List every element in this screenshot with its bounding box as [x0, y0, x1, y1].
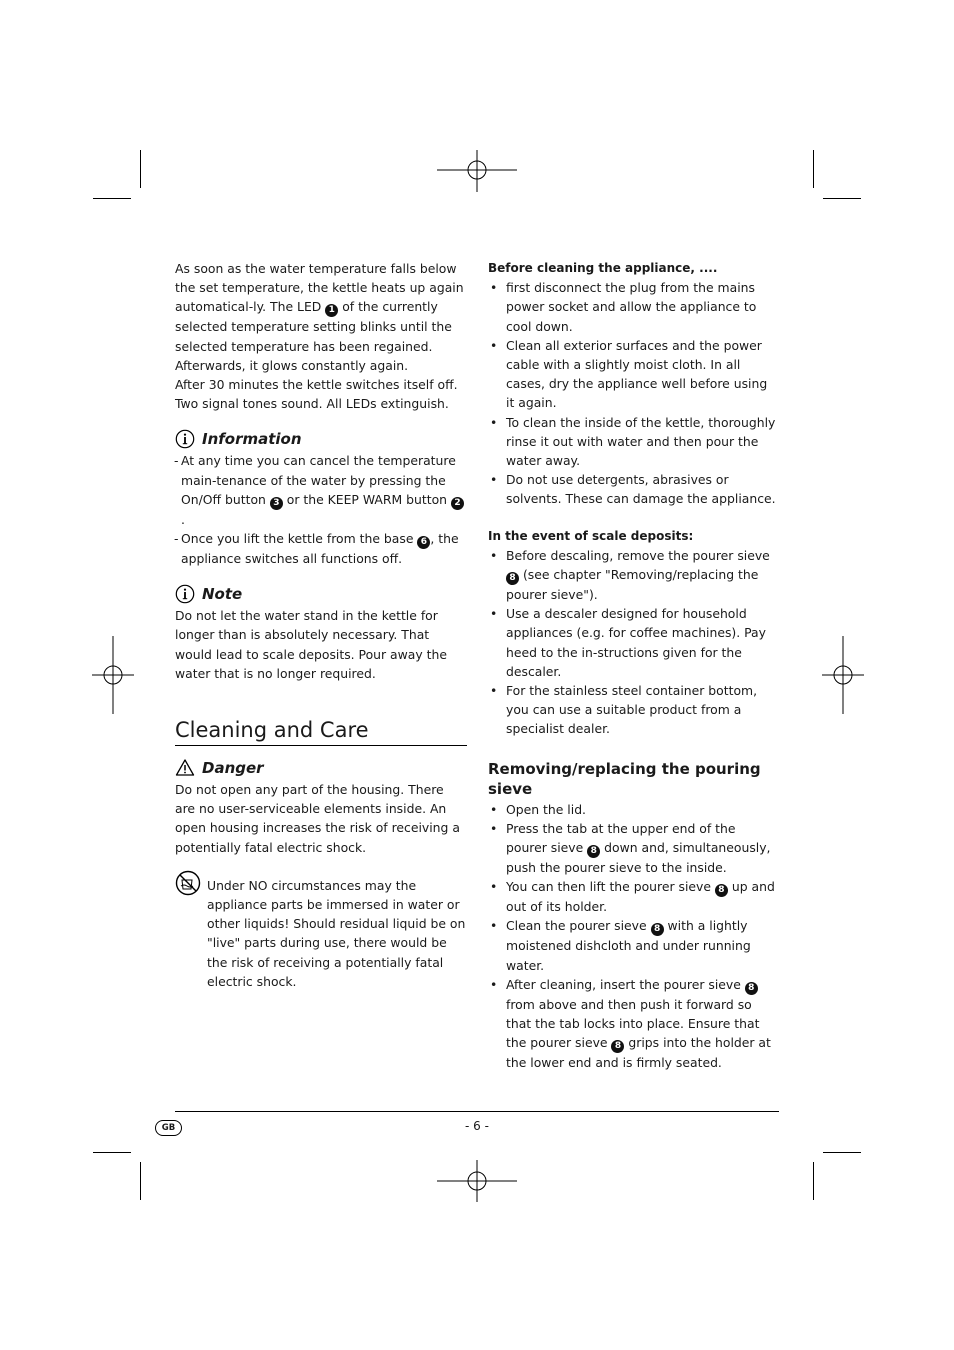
list-item: • After cleaning, insert the pourer sieve 8 from above and then push it forward so that the tab locks into place. Ensure that the pourer sieve 8 grips into the holder at the lower end and is firmly seated.: [488, 975, 778, 1073]
registration-mark-top: [437, 150, 517, 192]
list-item: • Before descaling, remove the pourer sieve 8 (see chapter "Removing/replacing the pourer sieve").: [488, 546, 778, 604]
list-item: • Open the lid.: [488, 800, 778, 819]
info-icon: [175, 429, 195, 449]
left-column: [175, 259, 467, 991]
led-number-badge: 1: [325, 304, 338, 317]
information-list: [175, 451, 467, 568]
language-badge: GB: [155, 1120, 182, 1136]
before-cleaning-list: [488, 278, 778, 508]
immersion-warning-text: Under NO circumstances may the appliance parts be immersed in water or other liquids! Should residual liquid be on "live" parts during use, there would be the risk of receiving a potentially fatal electric shock.: [207, 877, 466, 989]
reheat-paragraph: As soon as the water temperature falls below the set temperature, the kettle heats up again automatical-ly. The LED 1 of the currently selected temperature setting blinks until the selected temperature has been regained. Afterwards, it glows constantly again.: [175, 261, 464, 373]
list-item: • Clean all exterior surfaces and the power cable with a slightly moist cloth. In all cases, dry the appliance well before using it again.: [488, 336, 778, 413]
list-item: • Use a descaler designed for household appliances (e.g. for coffee machines). Pay heed to the in-structions given for the descaler.: [488, 604, 778, 681]
danger-text: Do not open any part of the housing. There are no user-serviceable elements inside. An open housing increases the risk of receiving a potentially fatal electric shock.: [175, 782, 460, 855]
no-immersion-icon: [175, 870, 201, 896]
section-title-cleaning: Cleaning and Care: [175, 717, 467, 746]
auto-off-paragraph: After 30 minutes the kettle switches itself off. Two signal tones sound. All LEDs extinguish.: [175, 377, 458, 412]
list-item: • Clean the pourer sieve 8 with a lightly moistened dishcloth and under running water.: [488, 916, 778, 974]
sieve-steps-list: [488, 800, 778, 1073]
list-item: • Do not use detergents, abrasives or solvents. These can damage the appliance.: [488, 470, 778, 508]
footer-rule: [175, 1111, 779, 1112]
scale-deposits-list: [488, 546, 778, 739]
list-item: • first disconnect the plug from the mains power socket and allow the appliance to cool down.: [488, 278, 778, 336]
information-heading: Information: [175, 429, 467, 449]
registration-mark-right: [822, 636, 864, 714]
before-cleaning-heading: Before cleaning the appliance, ....: [488, 261, 718, 275]
list-item: • For the stainless steel container bottom, you can use a suitable product from a specialist dealer.: [488, 681, 778, 739]
list-item: • To clean the inside of the kettle, thoroughly rinse it out with water and then pour the water away.: [488, 413, 778, 471]
list-item: • Press the tab at the upper end of the pourer sieve 8 down and, simultaneously, push the pourer sieve to the inside.: [488, 819, 778, 877]
info-icon: [175, 584, 195, 604]
note-text: Do not let the water stand in the kettle for longer than is absolutely necessary. That would lead to scale deposits. Pour away the water that is no longer required.: [175, 608, 447, 681]
warning-triangle-icon: [175, 758, 195, 778]
note-heading: Note: [175, 584, 467, 604]
page-number: - 6 -: [465, 1119, 489, 1133]
immersion-warning: [175, 876, 467, 991]
scale-deposits-heading: In the event of scale deposits:: [488, 528, 694, 543]
list-item: - At any time you can cancel the temperature main-tenance of the water by pressing the On/Off button 3 or the KEEP WARM button 2.: [175, 451, 467, 529]
list-item: - Once you lift the kettle from the base 6 , the appliance switches all functions off.: [175, 529, 467, 568]
right-column: [488, 259, 778, 1073]
sieve-section-title: Removing/replacing the pouring sieve: [488, 759, 761, 798]
list-item: • You can then lift the pourer sieve 8 up and out of its holder.: [488, 877, 778, 916]
registration-mark-left: [92, 636, 134, 714]
registration-mark-bottom: [437, 1160, 517, 1202]
danger-heading: Danger: [175, 758, 467, 778]
